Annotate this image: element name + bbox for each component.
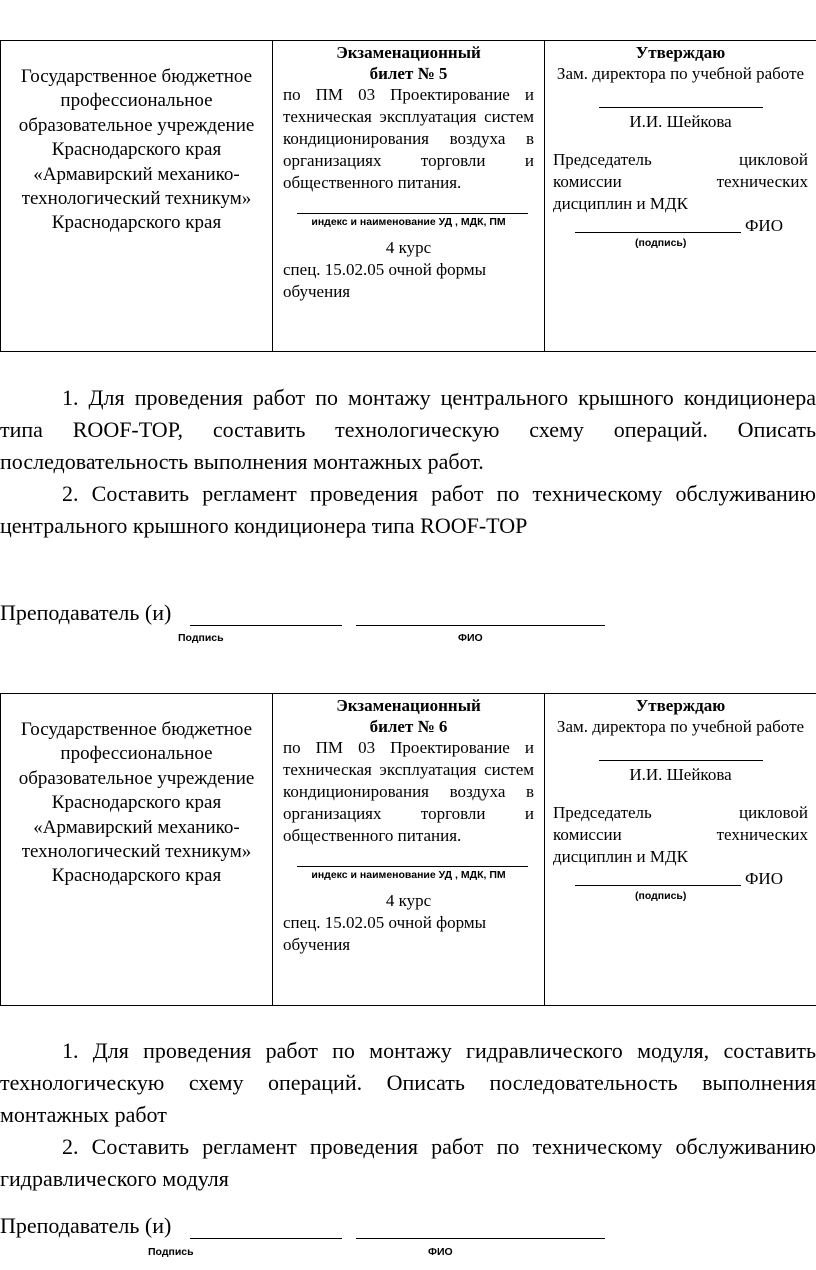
ticket-5-header [0,40,816,352]
chair-line-2: комиссии технических [553,825,808,844]
chair-fio: ФИО [745,216,783,235]
teacher-fio-caption: ФИО [458,632,483,644]
ticket-subject: по ПМ 03 Проектирование и техническая эксплуатация систем кондиционирования воздуха в организациях торговли и общественного питания. [283,738,534,845]
chair-line-1: Председатель цикловой [553,803,808,822]
org-cell [1,41,273,352]
ticket-header-table [0,693,816,1006]
specialty: спец. 15.02.05 очной формы [283,913,487,932]
index-line [297,866,528,867]
task-2: 2. Составить регламент проведения работ по техническому обслуживанию гидравлического модуля [0,1134,816,1191]
approval-cell [545,41,816,352]
ticket-5-tasks [0,382,816,542]
course: 4 курс [385,891,432,910]
teacher-sign-caption: Подпись [178,632,224,644]
approve-role: Зам. директора по учебной работе [556,64,805,83]
approve-name: И.И. Шейкова [629,112,732,131]
teacher-label: Преподаватель (и) [0,600,172,625]
task-1: 1. Для проведения работ по монтажу центрального крышного кондиционера типа ROOF-TOP, составить технологическую схему операций. Описать последовательность выполнения монтажных работ. [0,385,816,474]
ticket-info-cell [273,41,545,352]
approve-title: Утверждаю [635,696,726,715]
ticket-subject: по ПМ 03 Проектирование и техническая эксплуатация систем кондиционирования воздуха в организациях торговли и общественного питания. [283,85,534,192]
ticket-title: Экзаменационный [336,43,481,62]
chair-signature-line [575,232,741,233]
teacher-signature-line [190,625,342,626]
ticket-number: билет № 6 [369,717,448,736]
chair-signature-row [553,868,808,890]
approval-cell [545,694,816,1006]
approve-signature-line [599,107,763,108]
task-1: 1. Для проведения работ по монтажу гидравлического модуля, составить технологическую схему операций. Описать последовательность выполнения монтажных работ [0,1038,816,1127]
org-cell [1,694,273,1006]
approve-role: Зам. директора по учебной работе [556,717,805,736]
study-form: обучения [283,282,351,301]
chair-line-1: Председатель цикловой [553,150,808,169]
teacher-fio-line [356,625,605,626]
chair-fio: ФИО [745,869,783,888]
teacher-fio-line [356,1238,605,1239]
approve-signature-line [599,760,763,761]
chair-signature-caption: (подпись) [635,890,687,902]
teacher-fio-caption: ФИО [428,1246,453,1258]
approve-name: И.И. Шейкова [629,765,732,784]
org-name: Государственное бюджетное профессиональное образовательное учреждение Краснодарского края «Армавирский механико-технологический техникум» Краснодарского края [18,719,255,887]
chair-line-2: комиссии технических [553,172,808,191]
course: 4 курс [385,238,432,257]
chair-signature-line [575,885,741,886]
ticket-info-cell [273,694,545,1006]
ticket-number: билет № 5 [369,64,448,83]
ticket-header-table [0,40,816,352]
chair-signature-caption: (подпись) [635,237,687,249]
index-caption: индекс и наименование УД , МДК, ПМ [311,216,506,228]
approve-title: Утверждаю [635,43,726,62]
index-caption: индекс и наименование УД , МДК, ПМ [311,869,506,881]
task-2: 2. Составить регламент проведения работ по техническому обслуживанию центрального крышного кондиционера типа ROOF-TOP [0,481,816,538]
study-form: обучения [283,935,351,954]
teacher-label: Преподаватель (и) [0,1213,172,1238]
teacher-signature-line [190,1238,342,1239]
chair-line-3: дисциплин и МДК [553,847,688,866]
org-name: Государственное бюджетное профессиональное образовательное учреждение Краснодарского края «Армавирский механико-технологический техникум» Краснодарского края [18,66,255,234]
ticket-6-header [0,693,816,1006]
ticket-title: Экзаменационный [336,696,481,715]
ticket-6-tasks [0,1035,816,1195]
teacher-sign-caption: Подпись [148,1246,194,1258]
index-line [297,213,528,214]
chair-line-3: дисциплин и МДК [553,194,688,213]
specialty: спец. 15.02.05 очной формы [283,260,487,279]
chair-signature-row [553,215,808,237]
